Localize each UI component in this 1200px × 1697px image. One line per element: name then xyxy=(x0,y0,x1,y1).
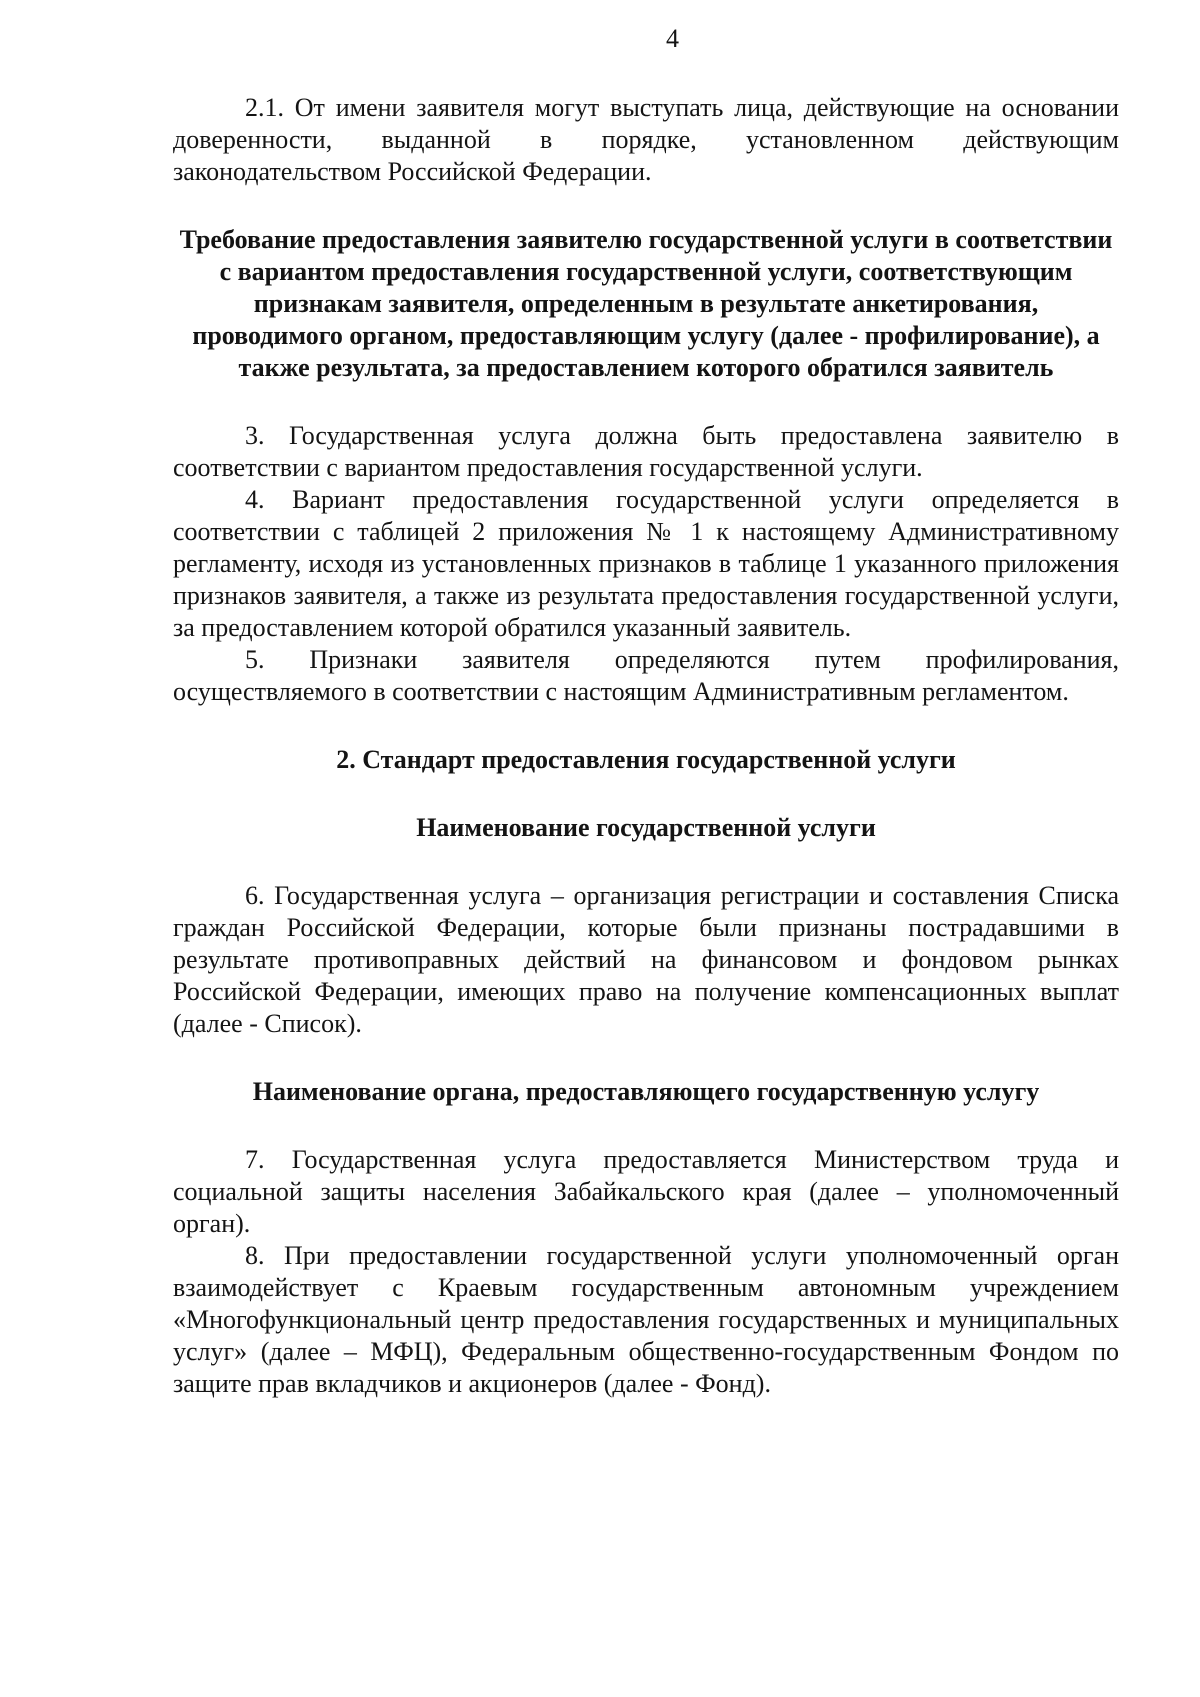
spacer xyxy=(173,384,1119,420)
paragraph-3: 3. Государственная услуга должна быть предоставлена заявителю в соответствии с вариантом предоставления государственной услуги. xyxy=(173,421,1119,482)
spacer xyxy=(173,1040,1119,1076)
paragraph-6: 6. Государственная услуга – организация регистрации и составления Списка граждан Российской Федерации, которые были признаны пострадавшими в результате противоправных действий на финансовом и фондовом рынках Российской Федерации, имеющих право на получение компенсационных выплат (далее - Список). xyxy=(173,881,1119,1038)
page-number: 4 xyxy=(666,24,679,53)
heading-service-name: Наименование государственной услуги xyxy=(416,813,876,842)
paragraph-7: 7. Государственная услуга предоставляется Министерством труда и социальной защиты населения Забайкальского края (далее – уполномоченный орган). xyxy=(173,1145,1119,1238)
paragraph-2-1: 2.1. От имени заявителя могут выступать лица, действующие на основании доверенности, выданной в порядке, установленном действующим законодательством Российской Федерации. xyxy=(173,93,1119,186)
spacer xyxy=(173,188,1119,224)
paragraph-8: 8. При предоставлении государственной услуги уполномоченный орган взаимодействует с Краевым государственным автономным учреждением «Многофункциональный центр предоставления государственных и муниципальных услуг» (далее – МФЦ), Федеральным общественно-государственным Фондом по защите прав вкладчиков и акционеров (далее - Фонд). xyxy=(173,1241,1119,1398)
spacer xyxy=(173,776,1119,812)
heading-section-2: 2. Стандарт предоставления государственной услуги xyxy=(336,745,956,774)
heading-authority-name: Наименование органа, предоставляющего государственную услугу xyxy=(252,1077,1040,1106)
paragraph-4: 4. Вариант предоставления государственной услуги определяется в соответствии с таблицей 2 приложения № 1 к настоящему Административному регламенту, исходя из установленных признаков в таблице 1 указанного приложения признаков заявителя, а также из результата предоставления государственной услуги, за предоставлением которой обратился указанный заявитель. xyxy=(173,485,1119,642)
spacer xyxy=(173,708,1119,744)
document-body xyxy=(173,92,1119,1400)
spacer xyxy=(173,844,1119,880)
paragraph-5: 5. Признаки заявителя определяются путем профилирования, осуществляемого в соответствии с настоящим Административным регламентом. xyxy=(173,645,1119,706)
heading-variant-requirement: Требование предоставления заявителю государственной услуги в соответствии с вариантом предоставления государственной услуги, соответствующим признакам заявителя, определенным в результате анкетирования, проводимого органом, предоставляющим услугу (далее - профилирование), а также результата, за предоставлением которого обратился заявитель xyxy=(179,225,1113,382)
spacer xyxy=(173,1108,1119,1144)
